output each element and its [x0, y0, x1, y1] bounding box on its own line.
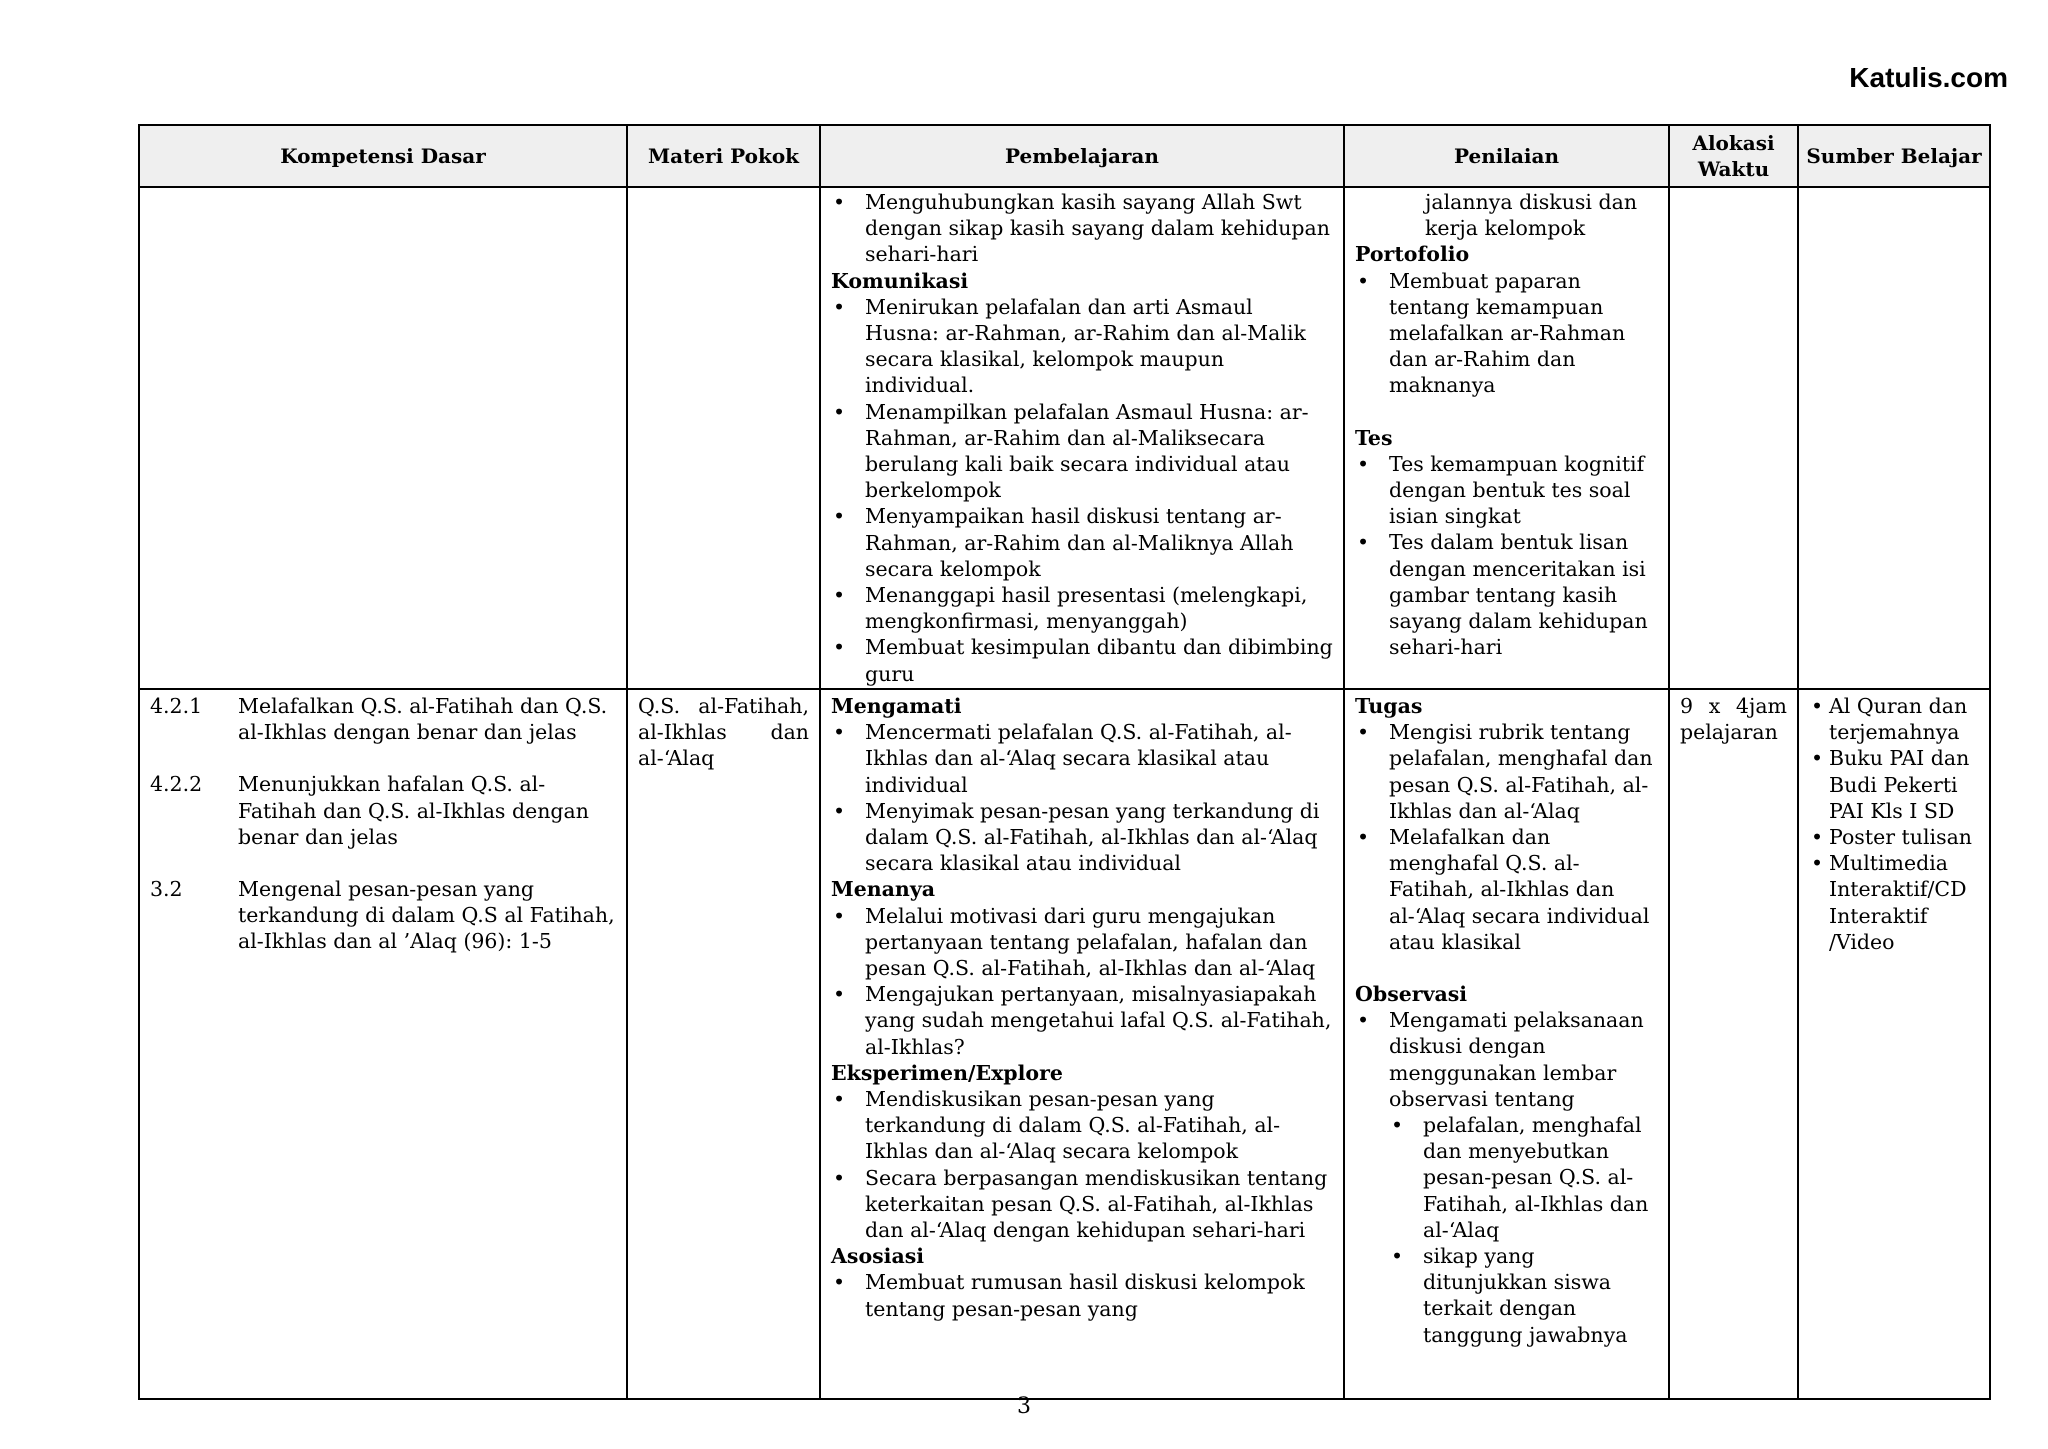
table-row: [139, 689, 1990, 1399]
kompetensi-text: Menunjukkan hafalan Q.S. al-Fatihah dan Q.S. al-Ikhlas dengan benar dan jelas: [238, 772, 589, 849]
sumber-cell: [1798, 689, 1990, 1399]
kompetensi-number: 4.2.2: [150, 772, 203, 797]
section-heading-menanya: Menanya: [831, 877, 936, 902]
kompetensi-text: Mengenal pesan-pesan yang terkandung di dalam Q.S al Fatihah, al-Ikhlas dan al ’Alaq (96): 1-5: [238, 877, 615, 954]
penilaian-continuation: jalannya diskusi dan kerja kelompok: [1425, 190, 1638, 241]
kompetensi-number: 3.2: [150, 877, 183, 902]
col-header-kompetensi-dasar: Kompetensi Dasar: [139, 125, 627, 187]
menanya-list: [831, 903, 1333, 1060]
section-heading-tes: Tes: [1355, 425, 1393, 450]
section-heading-mengamati: Mengamati: [831, 694, 962, 718]
list-item: • Menyimak pesan-pesan yang terkandung di dalam Q.S. al-Fatihah, al-Ikhlas dan al-‘Alaq secara klasikal atau individual: [831, 798, 1333, 877]
list-item: • Menyampaikan hasil diskusi tentang ar-Rahman, ar-Rahim dan al-Maliknya Allah secara kelompok: [831, 503, 1333, 582]
section-heading-eksperimen: Eksperimen/Explore: [831, 1060, 1063, 1085]
alokasi-cell: [1669, 187, 1798, 689]
col-header-materi-pokok: Materi Pokok: [627, 125, 820, 187]
page-number: 3: [1017, 1394, 1031, 1419]
col-header-sumber-belajar: Sumber Belajar: [1798, 125, 1990, 187]
section-heading-portofolio: Portofolio: [1355, 242, 1470, 267]
tugas-list: [1355, 719, 1658, 955]
pembelajaran-cell: [820, 689, 1344, 1399]
list-item: • pelafalan, menghafal dan menyebutkan pesan-pesan Q.S. al-Fatihah, al-Ikhlas dan al-‘Alaq: [1389, 1112, 1658, 1243]
observasi-sub-list: [1389, 1112, 1658, 1348]
mengamati-list: [831, 719, 1333, 876]
list-item: • Secara berpasangan mendiskusikan tentang keterkaitan pesan Q.S. al-Fatihah, al-Ikhlas dan al-‘Alaq dengan kehidupan sehari-hari: [831, 1165, 1333, 1244]
table-header-row: [139, 125, 1990, 187]
list-item: • Melafalkan dan menghafal Q.S. al-Fatihah, al-Ikhlas dan al-‘Alaq secara individual atau klasikal: [1355, 824, 1658, 955]
section-heading-tugas: Tugas: [1355, 694, 1423, 718]
list-item: • Membuat paparan tentang kemampuan melafalkan ar-Rahman dan ar-Rahim dan maknanya: [1355, 268, 1658, 399]
kompetensi-number: 4.2.1: [150, 694, 203, 718]
alokasi-cell: 9 x 4jam pelajaran: [1669, 689, 1798, 1399]
materi-cell: Q.S. al-Fatihah, al-Ikhlas dan al-‘Alaq: [627, 689, 820, 1399]
list-item: • Menguhubungkan kasih sayang Allah Swt dengan sikap kasih sayang dalam kehidupan sehari-hari: [831, 189, 1333, 268]
syllabus-table: [138, 124, 1991, 1400]
list-item: • Melalui motivasi dari guru mengajukan pertanyaan tentang pelafalan, hafalan dan pesan Q.S. al-Fatihah, al-Ikhlas dan al-‘Alaq: [831, 903, 1333, 982]
penilaian-cell: [1344, 689, 1669, 1399]
section-heading-observasi: Observasi: [1355, 982, 1468, 1007]
table-row: [139, 187, 1990, 689]
kompetensi-item: [150, 771, 616, 850]
kompetensi-cell: [139, 689, 627, 1399]
observasi-list: [1355, 1007, 1658, 1112]
list-item: • Poster tulisan: [1809, 824, 1979, 850]
kompetensi-cell: [139, 187, 627, 689]
list-item: • Mendiskusikan pesan-pesan yang terkandung di dalam Q.S. al-Fatihah, al-Ikhlas dan al-‘Alaq secara kelompok: [831, 1086, 1333, 1165]
section-heading-komunikasi: Komunikasi: [831, 268, 969, 293]
list-item: • Mengamati pelaksanaan diskusi dengan menggunakan lembar observasi tentang: [1355, 1007, 1658, 1112]
penilaian-cell: [1344, 187, 1669, 689]
list-item: • Menanggapi hasil presentasi (melengkapi, mengkonfirmasi, menyanggah): [831, 582, 1333, 634]
kompetensi-item: [150, 693, 616, 745]
list-item: • sikap yang ditunjukkan siswa terkait dengan tanggung jawabnya: [1389, 1243, 1658, 1348]
materi-cell: [627, 187, 820, 689]
list-item: • Membuat kesimpulan dibantu dan dibimbing guru: [831, 634, 1333, 686]
col-header-pembelajaran: Pembelajaran: [820, 125, 1344, 187]
list-item: • Menampilkan pelafalan Asmaul Husna: ar-Rahman, ar-Rahim dan al-Maliksecara berulang kali baik secara individual atau berkelompok: [831, 399, 1333, 504]
list-item: • Buku PAI dan Budi Pekerti PAI Kls I SD: [1809, 745, 1979, 824]
list-item: • Mengisi rubrik tentang pelafalan, menghafal dan pesan Q.S. al-Fatihah, al-Ikhlas dan al-‘Alaq: [1355, 719, 1658, 824]
list-item: • Tes dalam bentuk lisan dengan menceritakan isi gambar tentang kasih sayang dalam kehidupan sehari-hari: [1355, 529, 1658, 660]
eksperimen-list: [831, 1086, 1333, 1243]
list-item: • Al Quran dan terjemahnya: [1809, 693, 1979, 745]
sumber-list: [1809, 693, 1979, 955]
section-heading-asosiasi: Asosiasi: [831, 1244, 925, 1269]
tes-list: [1355, 451, 1658, 661]
portofolio-list: [1355, 268, 1658, 399]
kompetensi-text: Melafalkan Q.S. al-Fatihah dan Q.S. al-Ikhlas dengan benar dan jelas: [238, 694, 608, 745]
col-header-alokasi-waktu: Alokasi Waktu: [1669, 125, 1798, 187]
sumber-cell: [1798, 187, 1990, 689]
pembelajaran-cell: [820, 187, 1344, 689]
kompetensi-item: [150, 876, 616, 955]
list-item: • Membuat rumusan hasil diskusi kelompok tentang pesan-pesan yang: [831, 1269, 1333, 1321]
asosiasi-list: [831, 1269, 1333, 1321]
list-item: • Mencermati pelafalan Q.S. al-Fatihah, al-Ikhlas dan al-‘Alaq secara klasikal atau individual: [831, 719, 1333, 798]
col-header-penilaian: Penilaian: [1344, 125, 1669, 187]
komunikasi-list: [831, 294, 1333, 687]
site-brand: Katulis.com: [1849, 62, 2008, 93]
list-item: • Mengajukan pertanyaan, misalnyasiapakah yang sudah mengetahui lafal Q.S. al-Fatihah, al-Ikhlas?: [831, 981, 1333, 1060]
pembelajaran-intro-list: [831, 189, 1333, 268]
list-item: • Menirukan pelafalan dan arti Asmaul Husna: ar-Rahman, ar-Rahim dan al-Malik secara klasikal, kelompok maupun individual.: [831, 294, 1333, 399]
list-item: • Multimedia Interaktif/CD Interaktif /Video: [1809, 850, 1979, 955]
list-item: • Tes kemampuan kognitif dengan bentuk tes soal isian singkat: [1355, 451, 1658, 530]
